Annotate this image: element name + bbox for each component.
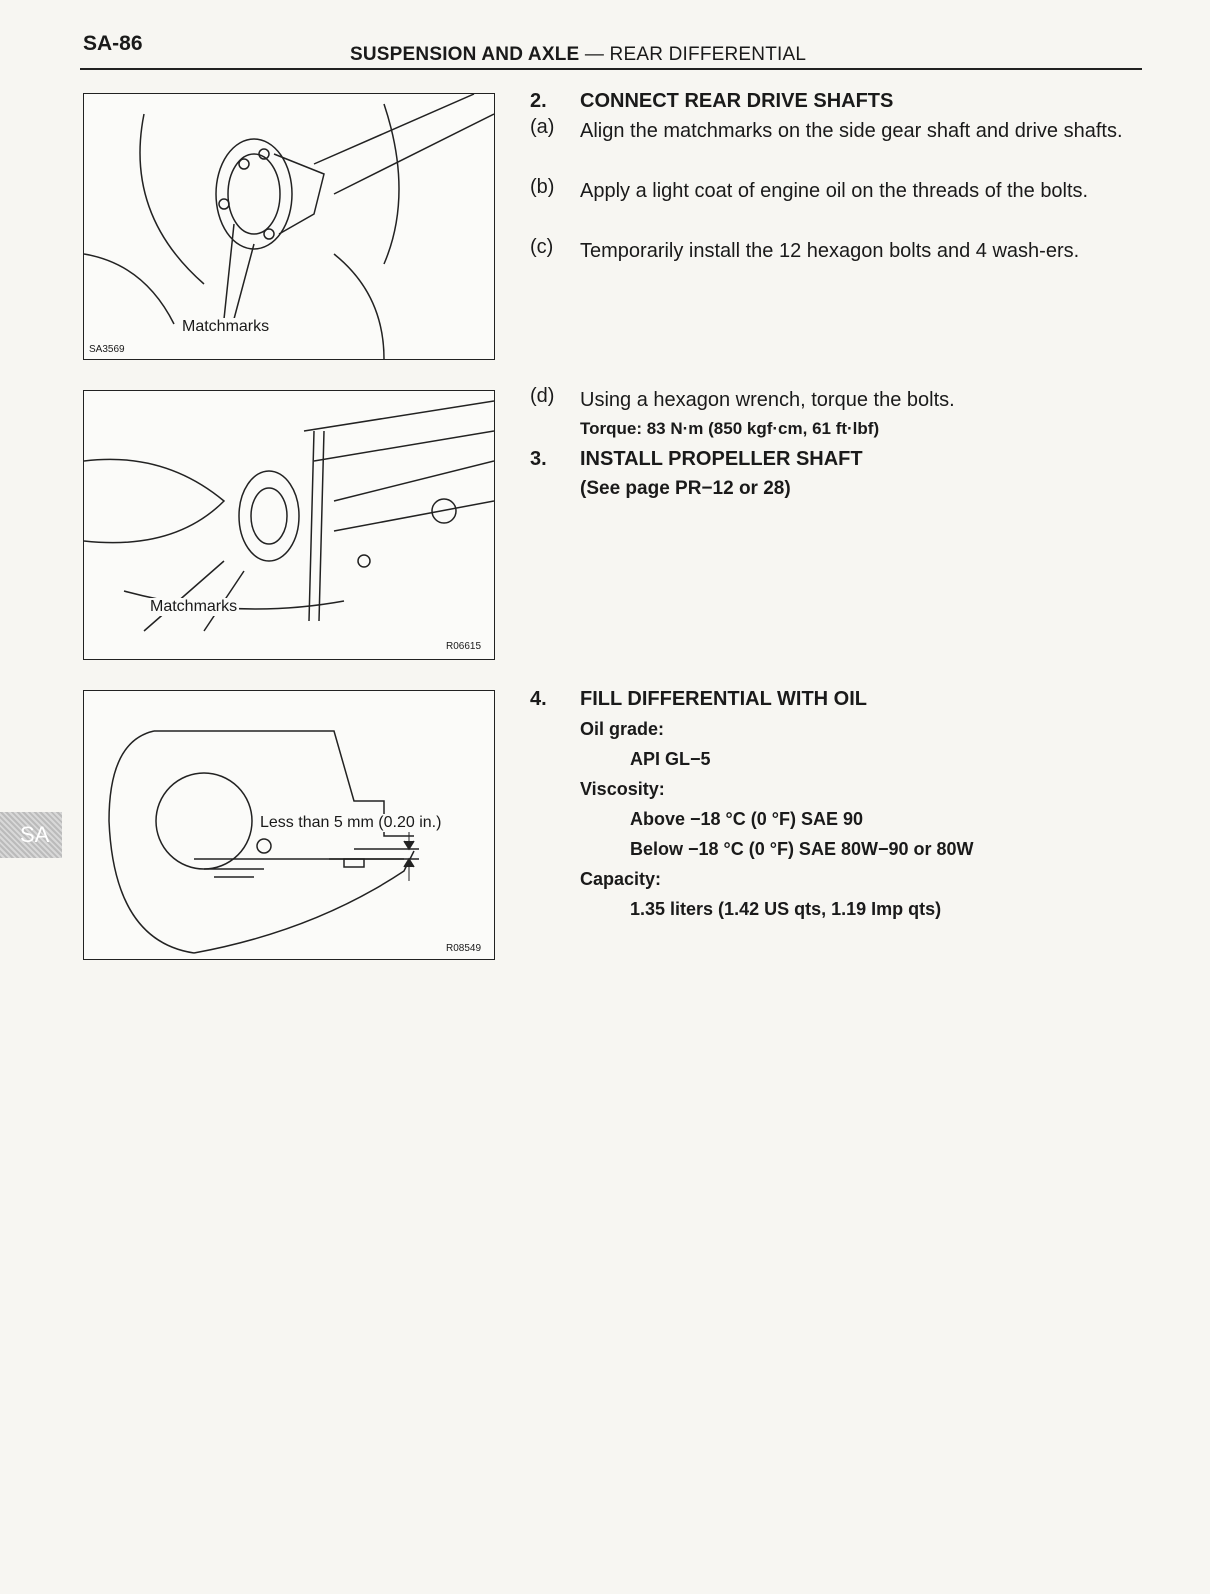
step-heading: FILL DIFFERENTIAL WITH OIL	[580, 688, 868, 710]
viscosity-above: Above −18 °C (0 °F) SAE 90	[630, 809, 863, 829]
substep-text: Temporarily install the 12 hexagon bolts and 4 wash-ers.	[580, 240, 1080, 262]
title-separator: —	[584, 44, 605, 65]
capacity-value: 1.35 liters (1.42 US qts, 1.19 Imp qts)	[630, 899, 942, 919]
section-title: SUSPENSION AND AXLE	[350, 44, 580, 65]
step-heading: INSTALL PROPELLER SHAFT	[580, 448, 863, 470]
substep-label: (d)	[530, 385, 555, 407]
torque-spec: Torque: 83 N·m (850 kgf·cm, 61 ft·lbf)	[580, 419, 880, 438]
substep-label: (c)	[530, 236, 554, 258]
figure-code: SA3569	[89, 344, 125, 355]
oil-grade-label: Oil grade:	[580, 719, 665, 739]
page-number: SA-86	[83, 32, 143, 55]
viscosity-label: Viscosity:	[580, 779, 665, 799]
section-tab-label: SA	[20, 822, 50, 847]
substep-label: (b)	[530, 176, 555, 198]
figure-drive-shaft-matchmarks	[83, 93, 495, 360]
substep-text: Using a hexagon wrench, torque the bolts.	[580, 389, 955, 411]
figure-label: Matchmarks	[182, 318, 270, 335]
page-reference: (See page PR−12 or 28)	[580, 478, 791, 499]
substep-label: (a)	[530, 116, 555, 138]
figure-label: Matchmarks	[150, 598, 238, 615]
oil-level-dimension-label: Less than 5 mm (0.20 in.)	[260, 814, 442, 831]
oil-grade-value: API GL−5	[630, 749, 711, 769]
figure-code: R06615	[446, 641, 482, 652]
page-title	[350, 44, 806, 66]
drive-shaft-illustration	[84, 94, 494, 359]
substep-text: Apply a light coat of engine oil on the threads of the bolts.	[580, 180, 1089, 202]
torque-wrench-illustration	[84, 391, 494, 659]
viscosity-below: Below −18 °C (0 °F) SAE 80W−90 or 80W	[630, 839, 974, 859]
step-heading: CONNECT REAR DRIVE SHAFTS	[580, 90, 894, 112]
figure-code: R08549	[446, 943, 482, 954]
substep-text: Align the matchmarks on the side gear shaft and drive shafts.	[580, 120, 1123, 142]
subsection-title: REAR DIFFERENTIAL	[609, 44, 807, 65]
step-number: 3.	[530, 448, 547, 470]
figure-torque-bolts	[83, 390, 495, 660]
header-rule	[80, 68, 1142, 70]
step-number: 4.	[530, 688, 547, 710]
step-number: 2.	[530, 90, 547, 112]
capacity-label: Capacity:	[580, 869, 662, 889]
section-tab	[0, 812, 62, 858]
figure-oil-level	[83, 690, 495, 960]
